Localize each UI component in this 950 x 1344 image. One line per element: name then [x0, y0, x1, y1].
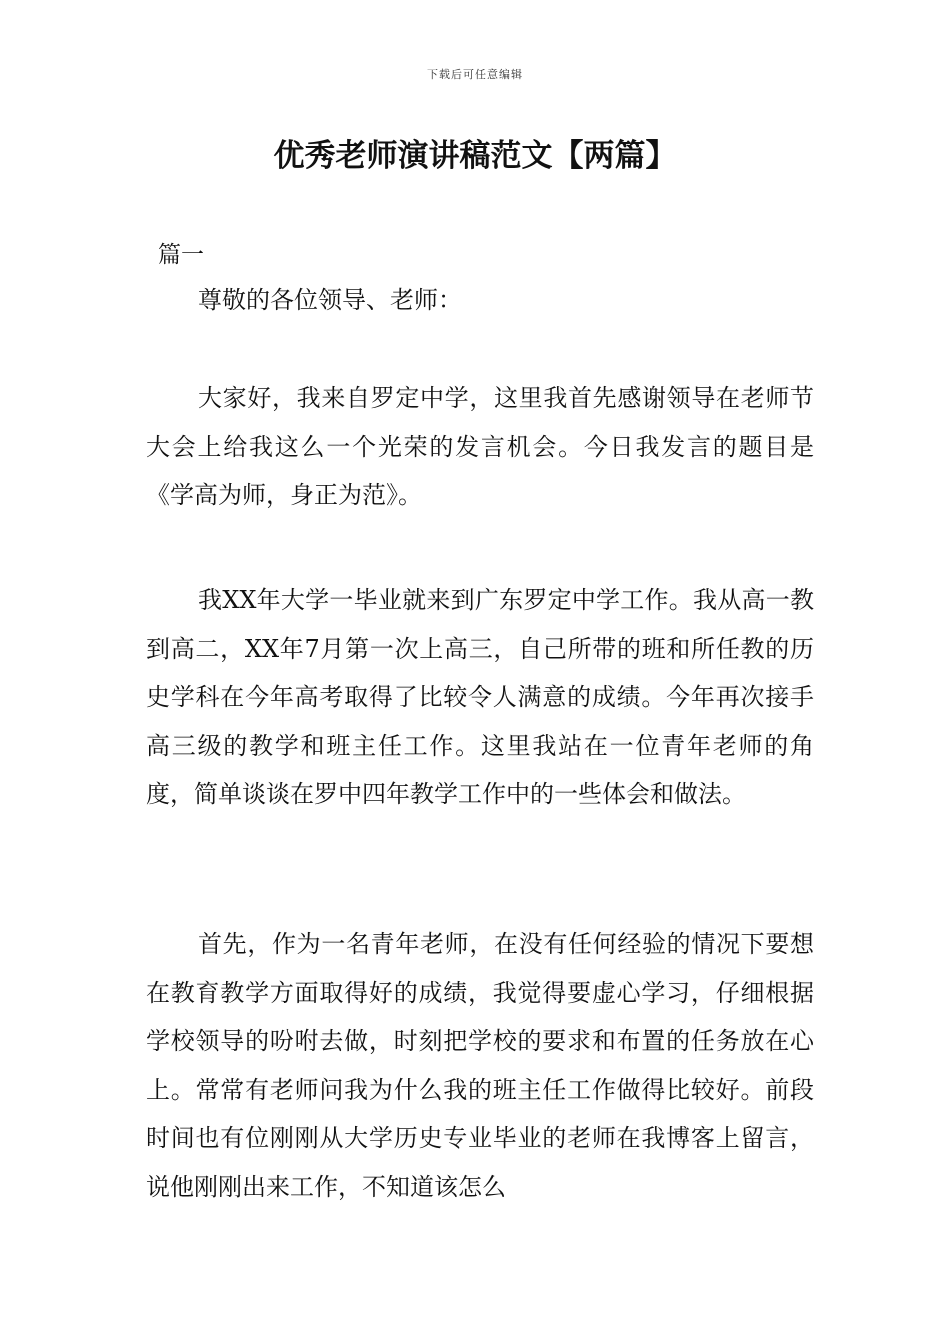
page-header-note: 下载后可任意编辑	[427, 68, 523, 81]
paragraph-1: 大家好，我来自罗定中学，这里我首先感谢领导在老师节大会上给我这么一个光荣的发言机会。今日我发言的题目是《学高为师，身正为范》。	[146, 384, 814, 509]
document-title: 优秀老师演讲稿范文【两篇】	[273, 138, 677, 174]
section-label: 篇一	[158, 242, 204, 268]
paragraph-2: 我XX年大学一毕业就来到广东罗定中学工作。我从高一教到高二，XX年7月第一次上高三，自己所带的班和所任教的历史学科在今年高考取得了比较令人满意的成绩。今年再次接手高三级的教学和班主任工作。这里我站在一位青年老师的角度，简单谈谈在罗中四年教学工作中的一些体会和做法。	[146, 586, 814, 808]
paragraph-3: 首先，作为一名青年老师，在没有任何经验的情况下要想在教育教学方面取得好的成绩，我觉得要虚心学习，仔细根据学校领导的吩咐去做，时刻把学校的要求和布置的任务放在心上。常常有老师问我为什么我的班主任工作做得比较好。前段时间也有位刚刚从大学历史专业毕业的老师在我博客上留言，说他刚刚出来工作，不知道该怎么	[146, 930, 814, 1201]
greeting-line: 尊敬的各位领导、老师：	[198, 286, 462, 314]
